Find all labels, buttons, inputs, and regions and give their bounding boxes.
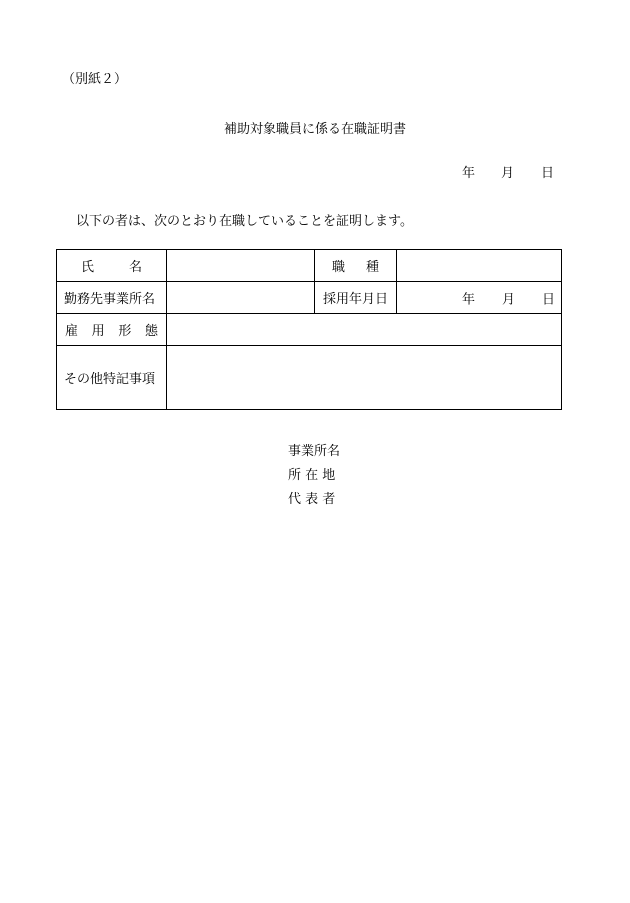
issuer-office-name: 事業所名 xyxy=(288,444,341,459)
job-type-value-cell[interactable] xyxy=(397,250,562,282)
name-label: 氏 名 xyxy=(81,260,142,275)
issuer-representative: 代 表 者 xyxy=(288,492,336,507)
employment-type-value-cell[interactable] xyxy=(167,314,562,346)
hire-date-value-cell[interactable] xyxy=(397,282,562,314)
certificate-table xyxy=(56,249,562,410)
remarks-label: その他特記事項 xyxy=(57,346,167,410)
table-row-name xyxy=(57,250,562,282)
document-title: 補助対象職員に係る在職証明書 xyxy=(223,122,406,137)
name-label-cell xyxy=(57,250,167,282)
table-row-workplace xyxy=(57,282,562,314)
job-type-label: 職 種 xyxy=(332,260,379,275)
hire-date-label: 採用年月日 xyxy=(315,282,397,314)
hire-date-month: 月 xyxy=(502,292,516,307)
job-type-label-cell xyxy=(315,250,397,282)
workplace-value-cell[interactable] xyxy=(167,282,315,314)
intro-statement: 以下の者は、次のとおり在職していることを証明します。 xyxy=(76,214,413,229)
workplace-label: 勤務先事業所名 xyxy=(57,282,167,314)
employment-type-label-cell xyxy=(57,314,167,346)
table-row-employment-type xyxy=(57,314,562,346)
annex-label: （別紙２） xyxy=(62,72,128,87)
table-row-remarks xyxy=(57,346,562,410)
name-value-cell[interactable] xyxy=(167,250,315,282)
remarks-value-cell[interactable] xyxy=(167,346,562,410)
hire-date-day: 日 xyxy=(542,292,556,307)
issue-date-month: 月 xyxy=(501,166,515,181)
employment-type-label: 雇 用 形 態 xyxy=(65,324,158,339)
issue-date-day: 日 xyxy=(541,166,555,181)
issue-date-year: 年 xyxy=(462,166,476,181)
hire-date-year: 年 xyxy=(462,292,476,307)
issuer-address: 所 在 地 xyxy=(288,468,336,483)
